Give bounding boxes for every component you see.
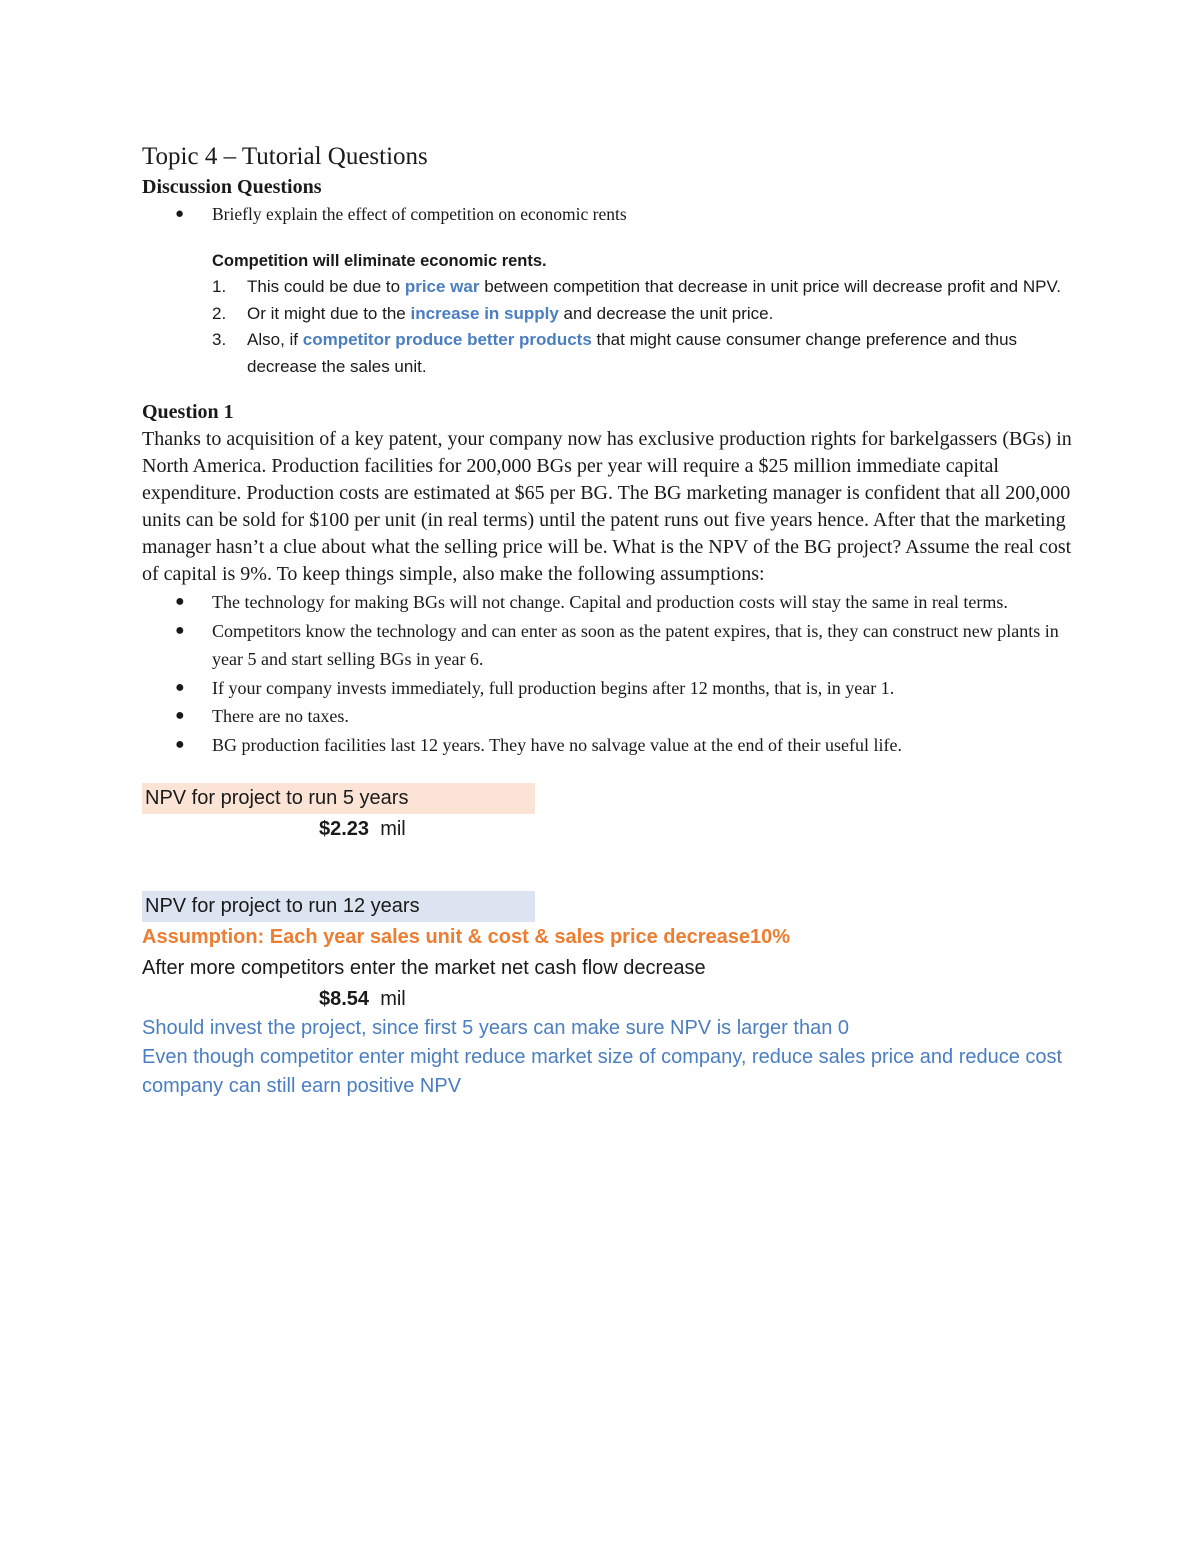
npv-5-years-value: $2.23 <box>319 818 370 840</box>
question-1-body: Thanks to acquisition of a key patent, your company now has exclusive production rights for barkelgassers (BGs) in North America. Production facilities for 200,000 BGs per year will require a $25 million immediate capital expenditure. Production costs are estimated at $65 per BG. The BG marketing manager is confident that all 200,000 units can be sold for $100 per unit (in real terms) until the patent runs out five years hence. After that the marketing manager hasn’t a clue about what the selling price will be. What is the NPV of the BG project? Assume the real cost of capital is 9%. To keep things simple, also make the following assumptions: <box>142 428 1072 585</box>
npv-5-years-unit: mil <box>380 818 406 840</box>
discussion-question-text: Briefly explain the effect of competition on economic rents <box>212 204 627 224</box>
answer-heading: Competition will eliminate economic rents. <box>212 252 547 270</box>
page-title: Topic 4 – Tutorial Questions <box>142 143 428 170</box>
answer-point <box>142 301 1082 328</box>
assumption-item <box>142 731 1082 760</box>
npv-12-years-result <box>142 984 1082 1014</box>
assumption-text: The technology for making BGs will not change. Capital and production costs will stay the same in real terms. <box>212 592 1008 612</box>
assumption-item <box>142 702 1082 731</box>
point-highlight: price war <box>404 277 480 296</box>
point-number: 2. <box>212 303 227 323</box>
assumption-item <box>142 617 1082 674</box>
assumption-text: Competitors know the technology and can enter as soon as the patent expires, that is, they can construct new plants in year 5 and start selling BGs in year 6. <box>212 620 1059 669</box>
conclusion-line-2: Even though competitor enter might reduce market size of company, reduce sales price and reduce cost company can still earn positive NPV <box>142 1046 1063 1097</box>
point-text-pre: Also, if <box>247 330 303 349</box>
bullet-icon: ● <box>175 206 185 222</box>
assumptions-list <box>142 588 1082 759</box>
point-highlight: competitor produce better products <box>302 330 592 349</box>
bullet-icon: ● <box>175 678 185 696</box>
bullet-icon: ● <box>175 707 185 724</box>
npv-12-years-unit: mil <box>380 988 406 1010</box>
answer-point <box>142 274 1082 301</box>
question-1-heading: Question 1 <box>142 401 234 423</box>
assumption-text: If your company invests immediately, full production begins after 12 months, that is, in year 1. <box>212 677 895 698</box>
point-highlight: increase in supply <box>410 303 559 323</box>
npv-12-years-assumption: Assumption: Each year sales unit & cost & sales price decrease10% <box>142 926 791 948</box>
discussion-question-item <box>142 200 1082 228</box>
bullet-icon: ● <box>175 593 185 610</box>
point-text-pre: Or it might due to the <box>247 303 411 323</box>
document-page <box>142 140 1082 1101</box>
point-text-post: and decrease the unit price. <box>558 303 774 323</box>
point-number: 3. <box>212 330 227 349</box>
assumption-item <box>142 588 1082 617</box>
npv-5-years-result <box>142 814 1082 844</box>
npv-12-years-value: $8.54 <box>319 988 370 1010</box>
bullet-icon: ● <box>175 735 185 753</box>
npv-12-years-note: After more competitors enter the market net cash flow decrease <box>142 957 706 979</box>
point-text-post: between competition that decrease in unit price will decrease profit and NPV. <box>479 277 1061 296</box>
answer-points-list <box>142 274 1082 380</box>
assumption-item <box>142 674 1082 703</box>
conclusion-line-1: Should invest the project, since first 5 years can make sure NPV is larger than 0 <box>142 1017 850 1039</box>
assumption-text: There are no taxes. <box>212 706 349 726</box>
npv-5-years-label: NPV for project to run 5 years <box>142 783 535 814</box>
npv-12-years-label: NPV for project to run 12 years <box>142 891 535 922</box>
discussion-heading: Discussion Questions <box>142 176 322 198</box>
point-text-post: that might cause consumer change preference and thus decrease the sales unit. <box>247 330 1018 376</box>
point-text-pre: This could be due to <box>247 277 405 296</box>
answer-point <box>142 327 1082 380</box>
point-number: 1. <box>212 277 227 296</box>
discussion-question-list <box>142 200 1082 228</box>
bullet-icon: ● <box>175 621 185 639</box>
assumption-text: BG production facilities last 12 years. They have no salvage value at the end of their useful life. <box>212 734 902 755</box>
